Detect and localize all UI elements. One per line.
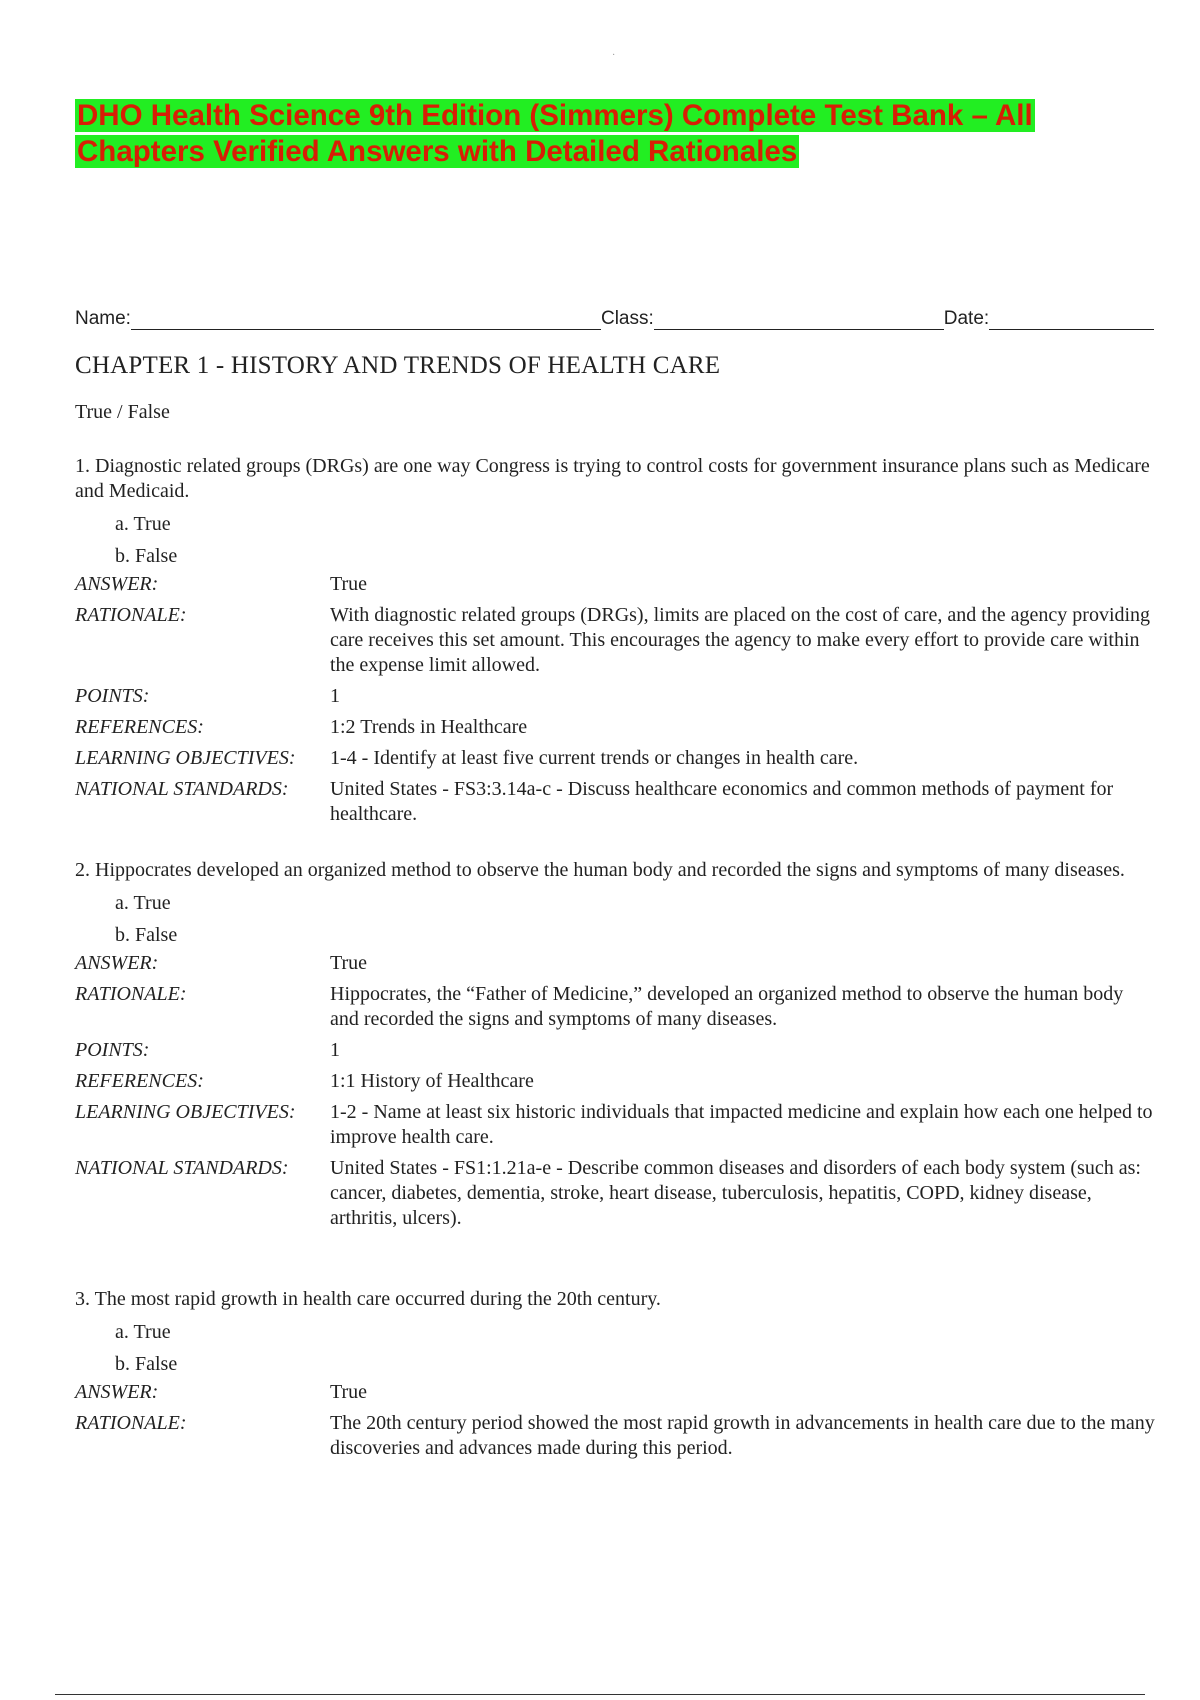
option-a[interactable]: a. True	[115, 513, 171, 535]
learning-objectives-label: LEARNING OBJECTIVES:	[75, 747, 296, 769]
answer-label: ANSWER:	[75, 952, 159, 974]
national-standards-label: NATIONAL STANDARDS:	[75, 1157, 289, 1179]
answer-value: True	[330, 952, 368, 974]
references-label: REFERENCES:	[75, 716, 204, 738]
question-stem: 1. Diagnostic related groups (DRGs) are one way Congress is trying to control costs for government insurance plans such as Medicare and Medicaid.	[75, 455, 1150, 502]
learning-objectives-value: 1-2 - Name at least six historic individuals that impacted medicine and explain how each one helped to improve health care.	[330, 1101, 1153, 1148]
rationale-row	[75, 603, 1155, 678]
name-label: Name:	[75, 308, 131, 329]
question-3	[75, 1287, 1155, 1461]
rationale-label: RATIONALE:	[75, 1412, 187, 1434]
references-value: 1:1 History of Healthcare	[330, 1070, 534, 1092]
answer-row	[75, 1380, 1155, 1405]
answer-label: ANSWER:	[75, 573, 159, 595]
answer-value: True	[330, 573, 368, 595]
option-b[interactable]: b. False	[115, 1353, 178, 1375]
section-type: True / False	[75, 401, 170, 423]
question-stem: 2. Hippocrates developed an organized method to observe the human body and recorded the signs and symptoms of many diseases.	[75, 859, 1125, 881]
document-title-highlight: DHO Health Science 9th Edition (Simmers) Complete Test Bank – All Chapters Verified Answers with Detailed Rationales	[77, 99, 1033, 168]
references-value: 1:2 Trends in Healthcare	[330, 716, 528, 738]
option-b[interactable]: b. False	[115, 924, 178, 946]
answer-label: ANSWER:	[75, 1381, 159, 1403]
points-value: 1	[330, 1039, 340, 1061]
chapter-title: CHAPTER 1 - HISTORY AND TRENDS OF HEALTH CARE	[75, 352, 721, 379]
answer-options	[75, 508, 1155, 572]
references-row	[75, 715, 1155, 740]
date-label: Date:	[943, 308, 990, 329]
references-row	[75, 1069, 1155, 1094]
page-mark: ·	[612, 50, 616, 61]
learning-objectives-value: 1-4 - Identify at least five current trends or changes in health care.	[330, 747, 859, 769]
national-standards-value: United States - FS3:3.14a-c - Discuss healthcare economics and common methods of payment for healthcare.	[330, 778, 1114, 825]
option-a[interactable]: a. True	[115, 1321, 171, 1343]
points-label: POINTS:	[75, 685, 150, 707]
national-standards-row	[75, 1156, 1155, 1231]
points-label: POINTS:	[75, 1039, 150, 1061]
national-standards-label: NATIONAL STANDARDS:	[75, 778, 289, 800]
answer-row	[75, 951, 1155, 976]
option-a[interactable]: a. True	[115, 892, 171, 914]
points-row	[75, 1038, 1155, 1063]
option-b[interactable]: b. False	[115, 545, 178, 567]
page-bottom-rule	[55, 1694, 1145, 1695]
learning-objectives-row	[75, 1100, 1155, 1150]
class-field-line[interactable]	[654, 311, 944, 330]
date-field-line[interactable]	[989, 311, 1154, 330]
references-label: REFERENCES:	[75, 1070, 204, 1092]
document-title	[75, 98, 1075, 170]
points-value: 1	[330, 685, 340, 707]
answer-value: True	[330, 1381, 368, 1403]
rationale-value: With diagnostic related groups (DRGs), limits are placed on the cost of care, and the agency providing care receives this set amount. This encourages the agency to make every effort to provide care within the expense limit allowed.	[330, 604, 1151, 676]
national-standards-row	[75, 777, 1155, 827]
rationale-value: The 20th century period showed the most rapid growth in advancements in health care due to the many discoveries and advances made during this period.	[330, 1412, 1155, 1459]
rationale-value: Hippocrates, the “Father of Medicine,” developed an organized method to observe the human body and recorded the signs and symptoms of many diseases.	[330, 983, 1124, 1030]
rationale-row	[75, 982, 1155, 1032]
answer-options	[75, 1316, 1155, 1380]
rationale-label: RATIONALE:	[75, 983, 187, 1005]
rationale-row	[75, 1411, 1155, 1461]
student-info-fields	[75, 306, 1165, 330]
learning-objectives-row	[75, 746, 1155, 771]
question-stem: 3. The most rapid growth in health care occurred during the 20th century.	[75, 1288, 661, 1310]
class-label: Class:	[600, 308, 654, 329]
question-2	[75, 858, 1155, 1231]
rationale-label: RATIONALE:	[75, 604, 187, 626]
answer-options	[75, 887, 1155, 951]
learning-objectives-label: LEARNING OBJECTIVES:	[75, 1101, 296, 1123]
name-field-line[interactable]	[131, 311, 601, 330]
national-standards-value: United States - FS1:1.21a-e - Describe common diseases and disorders of each body system (such as: cancer, diabetes, dementia, stroke, heart disease, tuberculosis, hepatitis, COPD, kidney disease, arthritis, ulcers).	[330, 1157, 1141, 1229]
question-1	[75, 454, 1155, 827]
points-row	[75, 684, 1155, 709]
answer-row	[75, 572, 1155, 597]
